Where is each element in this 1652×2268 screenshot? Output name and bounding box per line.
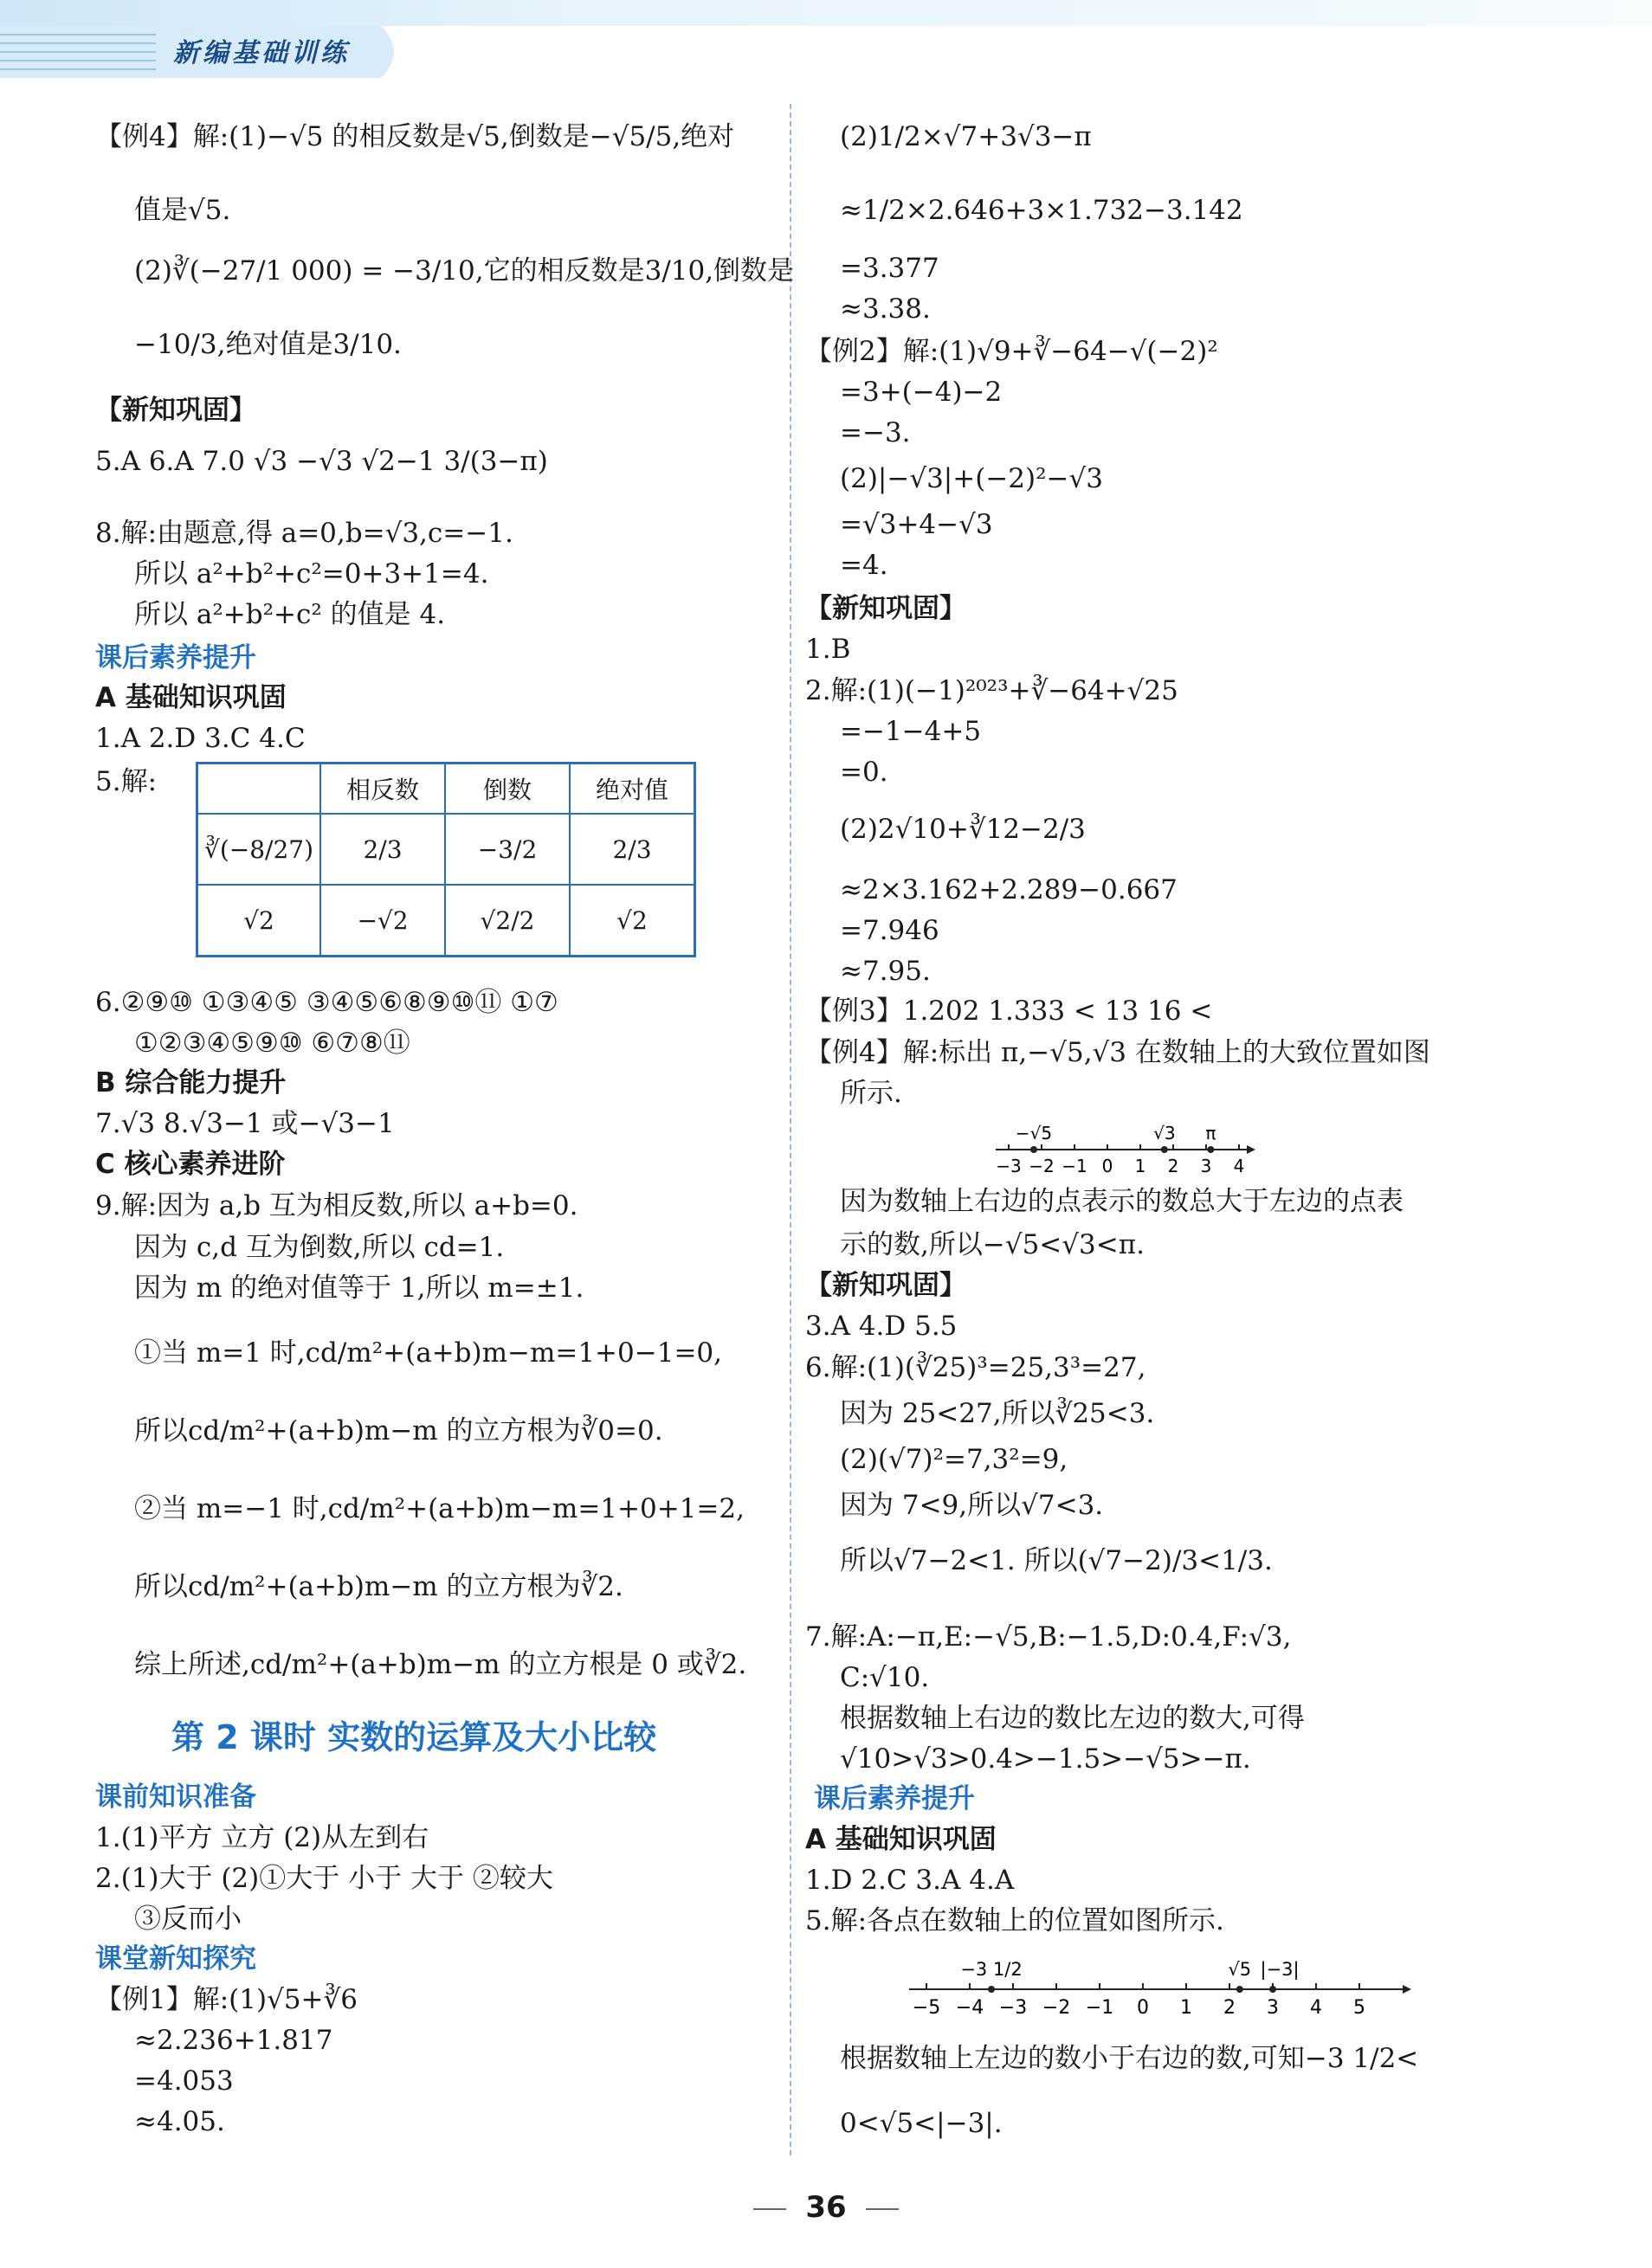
r-example4-line4: 示的数,所以−√5<√3<π. xyxy=(840,1229,1145,1260)
q8-line3: 所以 a²+b²+c² 的值是 4. xyxy=(134,599,446,630)
r-q7-line3: 根据数轴上右边的数比左边的数大,可得 xyxy=(840,1703,1305,1734)
r-q5-line2: 根据数轴上左边的数小于右边的数,可知−3 1/2< xyxy=(840,2043,1419,2074)
r-line4: ≈3.38. xyxy=(840,293,931,325)
r-q2-line7: ≈7.95. xyxy=(840,956,931,987)
axis-tick-label: −5 xyxy=(912,1997,941,2019)
point-label: π xyxy=(1205,1123,1216,1144)
column-divider xyxy=(790,104,791,2155)
point-label: −√5 xyxy=(1015,1123,1053,1144)
q8-line1: 8.解:由题意,得 a=0,b=√3,c=−1. xyxy=(95,518,513,549)
r-example4-line3: 因为数轴上右边的点表示的数总大于左边的点表 xyxy=(840,1186,1404,1217)
axis-tick-label: 2 xyxy=(1223,1997,1236,2019)
axis-tick-label: 5 xyxy=(1353,1997,1365,2019)
page-dash-right xyxy=(866,2208,899,2210)
r-q5-line1: 5.解:各点在数轴上的位置如图所示. xyxy=(805,1905,1224,1936)
table-cell: 2/3 xyxy=(320,814,445,885)
q9-line6: ②当 m=−1 时,cd/m²+(a+b)m−m=1+0+1=2, xyxy=(134,1493,745,1524)
q9-line1: 9.解:因为 a,b 互为相反数,所以 a+b=0. xyxy=(95,1190,578,1221)
point-marker xyxy=(1236,1986,1243,1993)
example1-line3: =4.053 xyxy=(134,2065,234,2097)
number-line-1 xyxy=(996,1115,1255,1184)
table-cell: −√2 xyxy=(320,885,445,957)
r-line2: ≈1/2×2.646+3×1.732−3.142 xyxy=(840,195,1243,226)
example1-line4: ≈4.05. xyxy=(134,2106,225,2137)
example2-line3: =−3. xyxy=(840,417,911,448)
point-marker xyxy=(1161,1146,1168,1153)
point-marker xyxy=(1207,1146,1214,1153)
arrow-icon xyxy=(1403,1985,1411,1994)
lesson-title: 第 2 课时 实数的运算及大小比较 xyxy=(171,1718,657,1756)
axis-tick-label: −4 xyxy=(955,1997,984,2019)
r-line1: (2)1/2×√7+3√3−π xyxy=(840,121,1092,152)
table-cell: −3/2 xyxy=(445,814,570,885)
example4-line3: (2)∛(−27/1 000) = −3/10,它的相反数是3/10,倒数是 xyxy=(134,255,795,287)
example4-line4: −10/3,绝对值是3/10. xyxy=(134,329,402,360)
axis-tick-label: 1 xyxy=(1180,1997,1192,2019)
point-label: √3 xyxy=(1153,1123,1176,1144)
table-cell: ∛(−8/27) xyxy=(197,814,321,885)
q9-line8: 综上所述,cd/m²+(a+b)m−m 的立方根是 0 或∛2. xyxy=(134,1649,747,1680)
table-cell: 2/3 xyxy=(570,814,695,885)
q9-line4: ①当 m=1 时,cd/m²+(a+b)m−m=1+0−1=0, xyxy=(134,1337,723,1369)
r-q6-line1: 6.解:(1)(∛25)³=25,3³=27, xyxy=(805,1352,1146,1383)
subsection-c: C 核心素养进阶 xyxy=(95,1149,286,1180)
example1-line2: ≈2.236+1.817 xyxy=(134,2025,333,2056)
answers-7-8: 7.√3 8.√3−1 或−√3−1 xyxy=(95,1108,395,1139)
example1-line1: 【例1】解:(1)√5+∛6 xyxy=(95,1984,358,2015)
r-q7-line1: 7.解:A:−π,E:−√5,B:−1.5,D:0.4,F:√3, xyxy=(805,1621,1292,1653)
table-cell: √2/2 xyxy=(445,885,570,957)
subsection-b: B 综合能力提升 xyxy=(95,1067,287,1099)
axis-tick-label: −3 xyxy=(998,1997,1028,2019)
q9-line7: 所以cd/m²+(a+b)m−m 的立方根为∛2. xyxy=(134,1571,623,1602)
axis-tick-label: −3 xyxy=(996,1156,1022,1176)
point-label: |−3| xyxy=(1260,1959,1300,1980)
section-keqian: 课前知识准备 xyxy=(95,1782,256,1813)
q8-line2: 所以 a²+b²+c²=0+3+1=4. xyxy=(134,558,489,590)
q6-line1: 6.②⑨⑩ ①③④⑤ ③④⑤⑥⑧⑨⑩⑪ ①⑦ xyxy=(95,987,558,1018)
r-q6-line4: 因为 7<9,所以√7<3. xyxy=(840,1490,1104,1521)
q9-line2: 因为 c,d 互为倒数,所以 cd=1. xyxy=(134,1232,505,1263)
point-marker xyxy=(988,1986,995,1993)
answers-1-4: 1.A 2.D 3.C 4.C xyxy=(95,723,306,754)
axis-tick-label: 0 xyxy=(1101,1156,1113,1176)
example4-line2: 值是√5. xyxy=(134,195,231,226)
example2-line5: =√3+4−√3 xyxy=(840,509,993,540)
prep-line2: 2.(1)大于 (2)①大于 小于 大于 ②较大 xyxy=(95,1863,553,1894)
point-label: √5 xyxy=(1228,1959,1252,1980)
section-xinzhi-1: 【新知巩固】 xyxy=(95,395,256,426)
r-q7-line2: C:√10. xyxy=(840,1662,930,1693)
banner-title: 新编基础训练 xyxy=(173,38,350,68)
table-header: 绝对值 xyxy=(570,764,695,815)
axis-tick-label: 4 xyxy=(1310,1997,1322,2019)
axis-tick-label: −1 xyxy=(1085,1997,1114,2019)
axis-tick-label: −2 xyxy=(1029,1156,1055,1176)
section-ketang: 课堂新知探究 xyxy=(95,1943,256,1975)
arrow-icon xyxy=(1247,1145,1255,1154)
section-xinzhi-3: 【新知巩固】 xyxy=(805,1270,966,1301)
subsection-a-1: A 基础知识巩固 xyxy=(95,682,287,713)
r-q7-line4: √10>√3>0.4>−1.5>−√5>−π. xyxy=(840,1743,1251,1775)
number-line-2 xyxy=(909,1942,1411,2020)
r-q2-line1: 2.解:(1)(−1)²⁰²³+∛−64+√25 xyxy=(805,675,1178,706)
point-marker xyxy=(1269,1986,1276,1993)
answers-5-7: 5.A 6.A 7.0 √3 −√3 √2−1 3/(3−π) xyxy=(95,446,548,477)
r-q6-line3: (2)(√7)²=7,3²=9, xyxy=(840,1444,1068,1475)
example2-line2: =3+(−4)−2 xyxy=(840,377,1003,408)
r-q2-line3: =0. xyxy=(840,757,888,788)
r-q5-line3: 0<√5<|−3|. xyxy=(840,2108,1003,2139)
r-answers-1-4: 1.D 2.C 3.A 4.A xyxy=(805,1865,1015,1896)
header-banner xyxy=(0,0,1652,78)
example4-line1: 【例4】解:(1)−√5 的相反数是√5,倒数是−√5/5,绝对 xyxy=(95,121,735,152)
q9-line3: 因为 m 的绝对值等于 1,所以 m=±1. xyxy=(134,1273,584,1304)
axis-tick-label: 3 xyxy=(1267,1997,1279,2019)
axis-tick-label: 1 xyxy=(1134,1156,1146,1176)
r-q2-line6: =7.946 xyxy=(840,915,939,946)
table-corner xyxy=(197,764,321,815)
r-q6-line5: 所以√7−2<1. 所以(√7−2)/3<1/3. xyxy=(840,1545,1273,1576)
page-dash-left xyxy=(753,2208,786,2210)
r-line3: =3.377 xyxy=(840,253,939,284)
section-kehou-2: 课后素养提升 xyxy=(814,1783,975,1814)
q5-label: 5.解: xyxy=(95,766,158,797)
example3: 【例3】1.202 1.333 < 13 16 < xyxy=(805,995,1213,1027)
axis-tick-label: 2 xyxy=(1167,1156,1179,1176)
page-number-text: 36 xyxy=(805,2190,847,2225)
q6-line2: ①②③④⑤⑨⑩ ⑥⑦⑧⑪ xyxy=(134,1028,410,1059)
r-q6-line2: 因为 25<27,所以∛25<3. xyxy=(840,1398,1155,1429)
r-q2-line4: (2)2√10+∛12−2/3 xyxy=(840,814,1086,845)
example2-line6: =4. xyxy=(840,550,888,581)
example2-line4: (2)|−√3|+(−2)²−√3 xyxy=(840,463,1103,494)
point-marker xyxy=(1030,1146,1037,1153)
table-cell: √2 xyxy=(197,885,321,957)
r-answer-1: 1.B xyxy=(805,634,851,665)
answer-table xyxy=(196,762,696,957)
r-answers-3-5: 3.A 4.D 5.5 xyxy=(805,1311,958,1342)
axis-tick-label: 4 xyxy=(1233,1156,1245,1176)
subsection-a-2: A 基础知识巩固 xyxy=(805,1824,997,1855)
section-xinzhi-2: 【新知巩固】 xyxy=(805,593,966,624)
prep-line1: 1.(1)平方 立方 (2)从左到右 xyxy=(95,1822,429,1853)
table-cell: √2 xyxy=(570,885,695,957)
section-kehou-1: 课后素养提升 xyxy=(95,642,256,673)
axis-tick-label: −2 xyxy=(1042,1997,1071,2019)
page-number xyxy=(0,2190,1652,2225)
axis-tick-label: 0 xyxy=(1137,1997,1149,2019)
table-header: 倒数 xyxy=(445,764,570,815)
table-header: 相反数 xyxy=(320,764,445,815)
point-label: −3 1/2 xyxy=(960,1959,1023,1980)
example2-line1: 【例2】解:(1)√9+∛−64−√(−2)² xyxy=(805,336,1218,367)
r-example4-line2: 所示. xyxy=(840,1078,902,1109)
r-example4-line1: 【例4】解:标出 π,−√5,√3 在数轴上的大致位置如图 xyxy=(805,1037,1430,1068)
r-q2-line2: =−1−4+5 xyxy=(840,716,982,747)
axis-tick-label: 3 xyxy=(1200,1156,1212,1176)
q9-line5: 所以cd/m²+(a+b)m−m 的立方根为∛0=0. xyxy=(134,1415,663,1446)
axis-tick-label: −1 xyxy=(1062,1156,1087,1176)
r-q2-line5: ≈2×3.162+2.289−0.667 xyxy=(840,874,1178,905)
prep-line3: ③反而小 xyxy=(134,1904,242,1935)
